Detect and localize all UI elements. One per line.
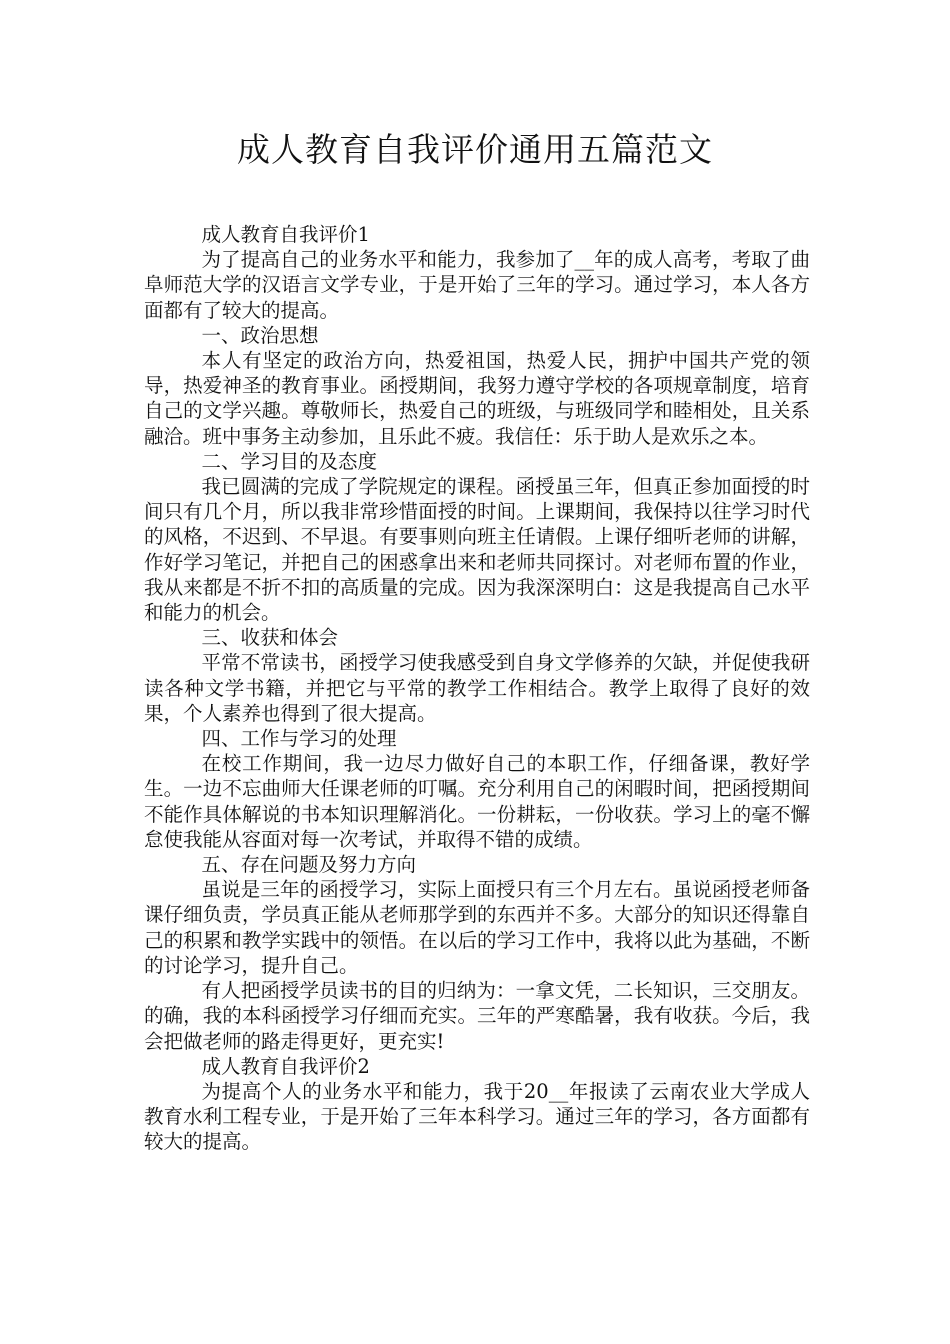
paragraph: 平常不常读书，函授学习使我感受到自身文学修养的欠缺，并促使我研读各种文学书籍，并把它与平常的教学工作相结合。教学上取得了良好的效果，个人素养也得到了很大提高。 [144,651,810,725]
subsection-heading: 二、学习目的及态度 [201,449,378,473]
paragraph: 为了提高自己的业务水平和能力，我参加了__年的成人高考，考取了曲阜师范大学的汉语言文学专业，于是开始了三年的学习。通过学习，本人各方面都有了较大的提高。 [144,248,810,322]
paragraph: 为提高个人的业务水平和能力，我于20__年报读了云南农业大学成人教育水利工程专业，于是开始了三年本科学习。通过三年的学习，各方面都有较大的提高。 [144,1079,810,1154]
subsection-heading: 四、工作与学习的处理 [201,727,397,751]
paragraph: 我已圆满的完成了学院规定的课程。函授虽三年，但真正参加面授的时间只有几个月，所以我非常珍惜面授的时间。上课期间，我保持以往学习时代的风格，不迟到、不早退。有要事则向班主任请假。上课仔细听老师的讲解，作好学习笔记，并把自己的困惑拿出来和老师共同探讨。对老师布置的作业，我从来都是不折不扣的高质量的完成。因为我深深明白：这是我提高自己水平和能力的机会。 [144,475,810,625]
document-body [144,222,810,1155]
subsection-heading: 三、收获和体会 [201,626,339,650]
document-title: 成人教育自我评价通用五篇范文 [237,130,713,169]
paragraph: 虽说是三年的函授学习，实际上面授只有三个月左右。虽说函授老师备课仔细负责，学员真正能从老师那学到的东西并不多。大部分的知识还得靠自己的积累和教学实践中的领悟。在以后的学习工作中，我将以此为基础，不断的讨论学习，提升自己。 [144,878,810,977]
paragraph: 在校工作期间，我一边尽力做好自己的本职工作，仔细备课，教好学生。一边不忘曲师大任课老师的叮嘱。充分利用自己的闲暇时间，把函授期间不能作具体解说的书本知识理解消化。一份耕耘，一份收获。学习上的毫不懈怠使我能从容面对每一次考试，并取得不错的成绩。 [144,752,810,851]
section-heading: 成人教育自我评价2 [201,1054,370,1078]
paragraph: 有人把函授学员读书的目的归纳为：一拿文凭，二长知识，三交朋友。的确，我的本科函授学习仔细而充实。三年的严寒酷暑，我有收获。今后，我会把做老师的路走得更好，更充实! [144,979,810,1053]
section-heading: 成人教育自我评价1 [201,223,370,246]
subsection-heading: 五、存在问题及努力方向 [201,853,417,877]
paragraph: 本人有坚定的政治方向，热爱祖国，热爱人民，拥护中国共产党的领导，热爱神圣的教育事业。函授期间，我努力遵守学校的各项规章制度，培育自己的文学兴趣。尊敬师长，热爱自己的班级，与班级同学和睦相处，且关系融洽。班中事务主动参加，且乐此不疲。我信任：乐于助人是欢乐之本。 [144,349,810,448]
subsection-heading: 一、政治思想 [201,323,319,347]
